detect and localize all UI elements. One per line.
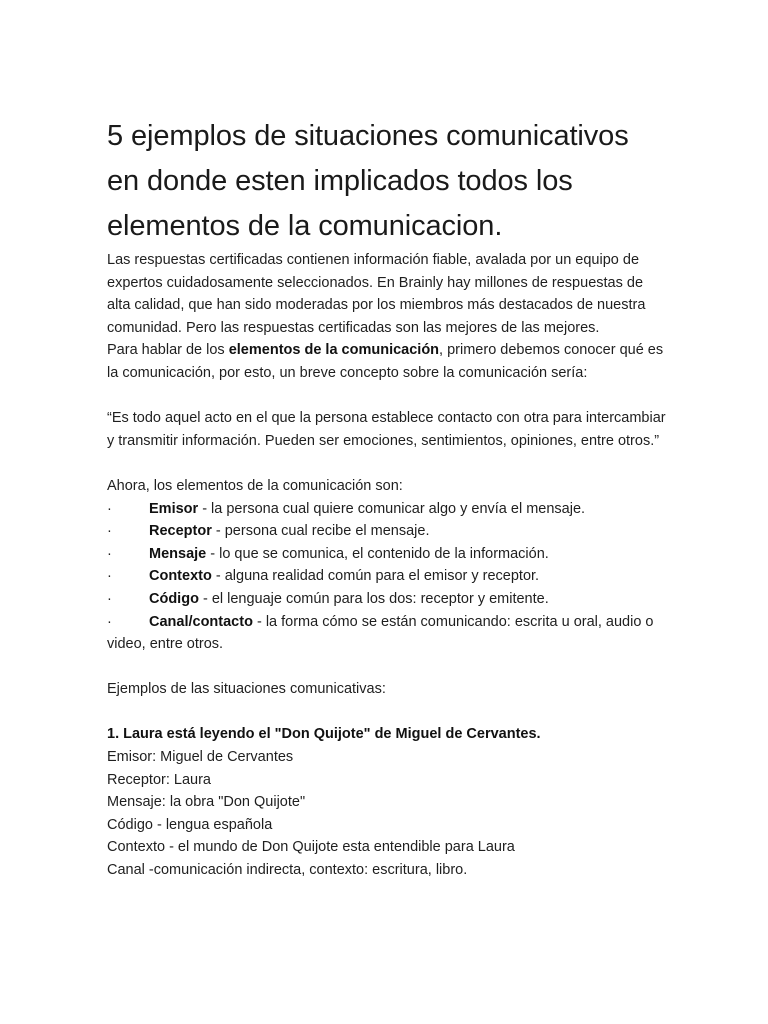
example-line: Emisor: Miguel de Cervantes <box>107 749 294 766</box>
element-description: - el lenguaje común para los dos: receptor y emitente. <box>198 590 549 607</box>
example-line: Canal -comunicación indirecta, contexto: escritura, libro. <box>107 862 468 879</box>
example-line: Contexto - el mundo de Don Quijote esta entendible para Laura <box>107 839 515 856</box>
element-term: Canal/contacto <box>149 613 253 630</box>
example-line: Receptor: Laura <box>107 771 211 788</box>
element-description: - la forma cómo se están comunicando: escrita u oral, audio o video, entre otros. <box>107 613 654 653</box>
intro-paragraph: Las respuestas certificadas contienen información fiable, avalada por un equipo de expertos cuidadosamente seleccionados. En Brainly hay millones de respuestas de alta calidad, que han sido moderadas por los miembros más destacados de nuestra comunidad. Pero las respuestas certificadas son las mejores de las mejores. <box>107 252 646 336</box>
element-description: - lo que se comunica, el contenido de la información. <box>206 545 549 562</box>
quote-paragraph: “Es todo aquel acto en el que la persona establece contacto con otra para intercambiar y transmitir información. Pueden ser emociones, sentimientos, opiniones, entre otros.” <box>107 410 666 449</box>
bullet-marker: · <box>107 613 112 630</box>
element-term: Contexto <box>149 568 212 585</box>
element-description: - alguna realidad común para el emisor y receptor. <box>211 568 540 585</box>
list-item <box>107 611 667 656</box>
bullet-marker: · <box>107 590 112 607</box>
document-title: 5 ejemplos de situaciones comunicativos en donde esten implicados todos los elementos de la comunicacion. <box>107 120 629 242</box>
definition-text-before: Para hablar de los <box>107 342 229 359</box>
element-term: Receptor <box>149 523 212 540</box>
element-term: Mensaje <box>149 545 207 562</box>
document-body <box>107 249 667 882</box>
element-term: Emisor <box>149 500 199 517</box>
example-line: Mensaje: la obra "Don Quijote" <box>107 794 306 811</box>
element-description: - la persona cual quiere comunicar algo y envía el mensaje. <box>198 500 586 517</box>
elements-list <box>107 498 667 656</box>
bullet-marker: · <box>107 545 112 562</box>
element-term: Código <box>149 590 199 607</box>
bullet-marker: · <box>107 500 112 517</box>
example-heading <box>107 723 667 746</box>
spacer <box>107 452 667 475</box>
bullet-marker: · <box>107 568 112 585</box>
spacer <box>107 701 667 724</box>
definition-paragraph <box>107 339 667 384</box>
definition-bold-term: elementos de la comunicación <box>228 342 440 359</box>
definition-text-after: , primero debemos conocer qué es la comunicación, por esto, un breve concepto sobre la comunicación sería: <box>107 342 664 381</box>
bullet-marker: · <box>107 523 112 540</box>
document-content <box>107 114 667 882</box>
element-description: - persona cual recibe el mensaje. <box>211 523 430 540</box>
elements-intro: Ahora, los elementos de la comunicación son: <box>107 477 403 494</box>
list-item <box>107 520 667 543</box>
spacer <box>107 385 667 408</box>
list-item <box>107 543 667 566</box>
list-item <box>107 588 667 611</box>
list-item <box>107 498 667 521</box>
list-item <box>107 565 667 588</box>
example-heading-text: 1. Laura está leyendo el "Don Quijote" de Miguel de Cervantes. <box>107 726 541 743</box>
example-line: Código - lengua española <box>107 816 273 833</box>
spacer <box>107 656 667 679</box>
examples-intro: Ejemplos de las situaciones comunicativas: <box>107 681 386 698</box>
